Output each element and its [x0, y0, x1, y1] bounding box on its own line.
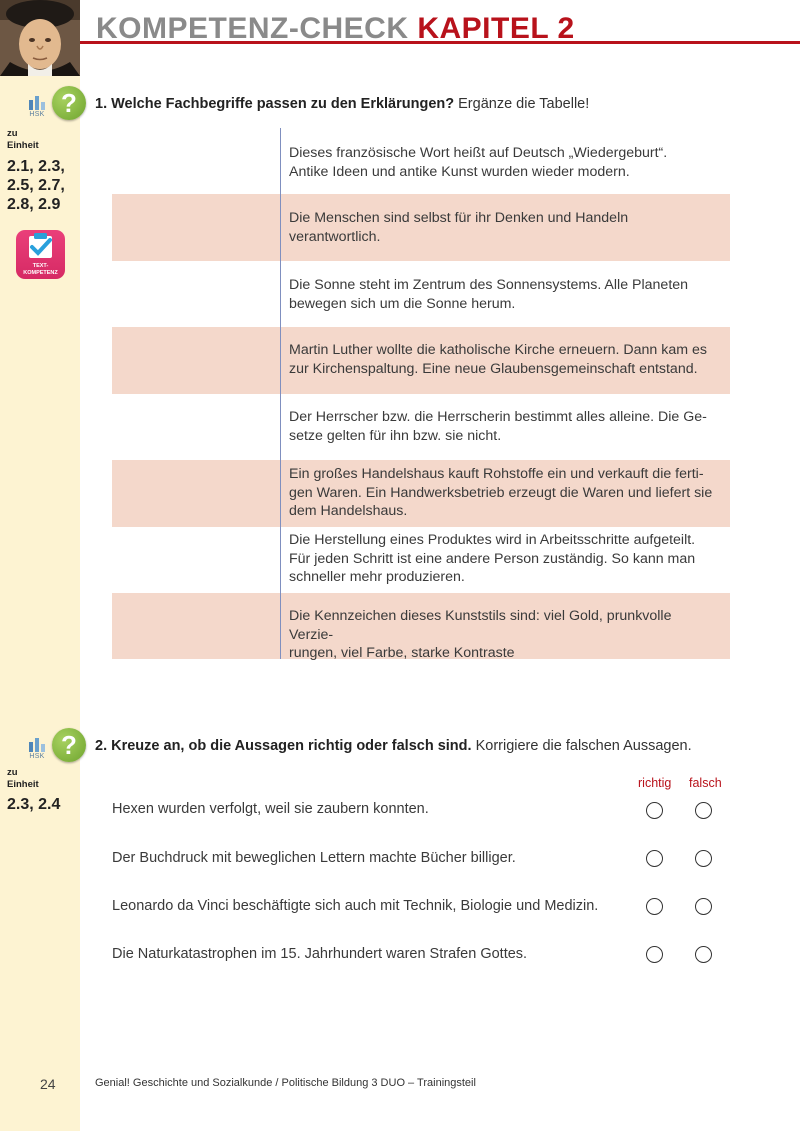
radio-falsch-4[interactable]	[695, 946, 712, 963]
term-input-cell[interactable]	[112, 460, 281, 527]
radio-falsch-2[interactable]	[695, 850, 712, 867]
table-row	[112, 194, 730, 261]
statement-1: Hexen wurden verfolgt, weil sie zaubern konnten.	[112, 801, 429, 817]
question-icon-1: ?	[52, 86, 86, 120]
table-row	[112, 394, 730, 460]
hsk-label-1: HSK	[29, 111, 45, 118]
radio-richtig-4[interactable]	[646, 946, 663, 963]
statement-2: Der Buchdruck mit beweglichen Lettern machte Bücher billiger.	[112, 850, 516, 866]
column-falsch: falsch	[689, 776, 722, 790]
zu-einheit-label-2: zu Einheit	[7, 767, 39, 790]
table-row	[112, 593, 730, 659]
statement-4: Die Naturkatastrophen im 15. Jahrhundert waren Strafen Gottes.	[112, 946, 528, 962]
portrait-image	[0, 0, 80, 76]
page-title	[96, 14, 575, 44]
term-input-cell[interactable]	[112, 261, 281, 327]
hsk-bars-icon	[29, 738, 45, 752]
term-input-cell[interactable]	[112, 194, 281, 261]
radio-richtig-1[interactable]	[646, 802, 663, 819]
table-row	[112, 128, 730, 194]
question-icon-2: ?	[52, 728, 86, 762]
hsk-marker-2	[26, 738, 48, 760]
explanation-cell: Die Sonne steht im Zentrum des Sonnensystems. Alle Planeten bewegen sich um die Sonne herum.	[289, 277, 689, 312]
explanation-cell: Die Menschen sind selbst für ihr Denken und Handeln verantwortlich.	[289, 210, 629, 245]
footer-text: Genial! Geschichte und Sozialkunde / Politische Bildung 3 DUO – Trainingsteil	[95, 1077, 476, 1089]
radio-richtig-2[interactable]	[646, 850, 663, 867]
title-kapitel: KAPITEL 2	[417, 12, 575, 45]
explanation-cell: Der Herrscher bzw. die Herrscherin bestimmt alles alleine. Die Ge- setze gelten für ihn bzw. sie nicht.	[289, 409, 707, 444]
explanation-cell: Dieses französische Wort heißt auf Deutsch „Wiedergeburt“. Antike Ideen und antike Kunst wurden wieder modern.	[289, 145, 668, 180]
textkompetenz-badge: TEXT- KOMPETENZ	[16, 230, 65, 279]
explanation-cell: Die Herstellung eines Produktes wird in Arbeitsschritte aufgeteilt. Für jeden Schritt ist eine andere Person zuständig. So kann man schneller mehr produzieren.	[289, 532, 696, 585]
task-2-instruction: 2. Kreuze an, ob die Aussagen richtig oder falsch sind. Korrigiere die falschen Aussagen.	[95, 738, 692, 754]
explanation-cell: Martin Luther wollte die katholische Kirche erneuern. Dann kam es zur Kirchenspaltung. Eine neue Glaubensgemeinschaft entstand.	[289, 342, 707, 377]
unit-list-1: 2.1, 2.3, 2.5, 2.7, 2.8, 2.9	[7, 158, 65, 213]
table-row	[112, 261, 730, 327]
table-row	[112, 527, 730, 593]
table-row	[112, 460, 730, 527]
terms-table	[112, 128, 730, 659]
term-input-cell[interactable]	[112, 527, 281, 593]
term-input-cell[interactable]	[112, 593, 281, 659]
term-input-cell[interactable]	[112, 128, 281, 194]
zu-einheit-label-1: zu Einheit	[7, 128, 39, 151]
radio-falsch-3[interactable]	[695, 898, 712, 915]
statement-3: Leonardo da Vinci beschäftigte sich auch mit Technik, Biologie und Medizin.	[112, 898, 599, 914]
unit-list-2: 2.3, 2.4	[7, 796, 61, 813]
term-input-cell[interactable]	[112, 327, 281, 394]
title-kompetenz-check: KOMPETENZ-CHECK	[96, 12, 409, 45]
hsk-marker-1	[26, 96, 48, 118]
explanation-cell: Ein großes Handelshaus kauft Rohstoffe ein und verkauft die ferti- gen Waren. Ein Handwerksbetrieb erzeugt die Waren und liefert sie dem Handelshaus.	[289, 466, 713, 519]
explanation-cell: Die Kennzeichen dieses Kunststils sind: viel Gold, prunkvolle Verzie- rungen, viel Farbe, starke Kontraste	[289, 608, 672, 661]
task-1-instruction: 1. Welche Fachbegriffe passen zu den Erklärungen? Ergänze die Tabelle!	[95, 96, 590, 112]
table-row	[112, 327, 730, 394]
hsk-label-2: HSK	[29, 753, 45, 760]
radio-richtig-3[interactable]	[646, 898, 663, 915]
hsk-bars-icon	[29, 96, 45, 110]
page-number: 24	[40, 1076, 56, 1092]
term-input-cell[interactable]	[112, 394, 281, 460]
checklist-icon	[16, 230, 65, 264]
column-richtig: richtig	[638, 776, 672, 790]
radio-falsch-1[interactable]	[695, 802, 712, 819]
